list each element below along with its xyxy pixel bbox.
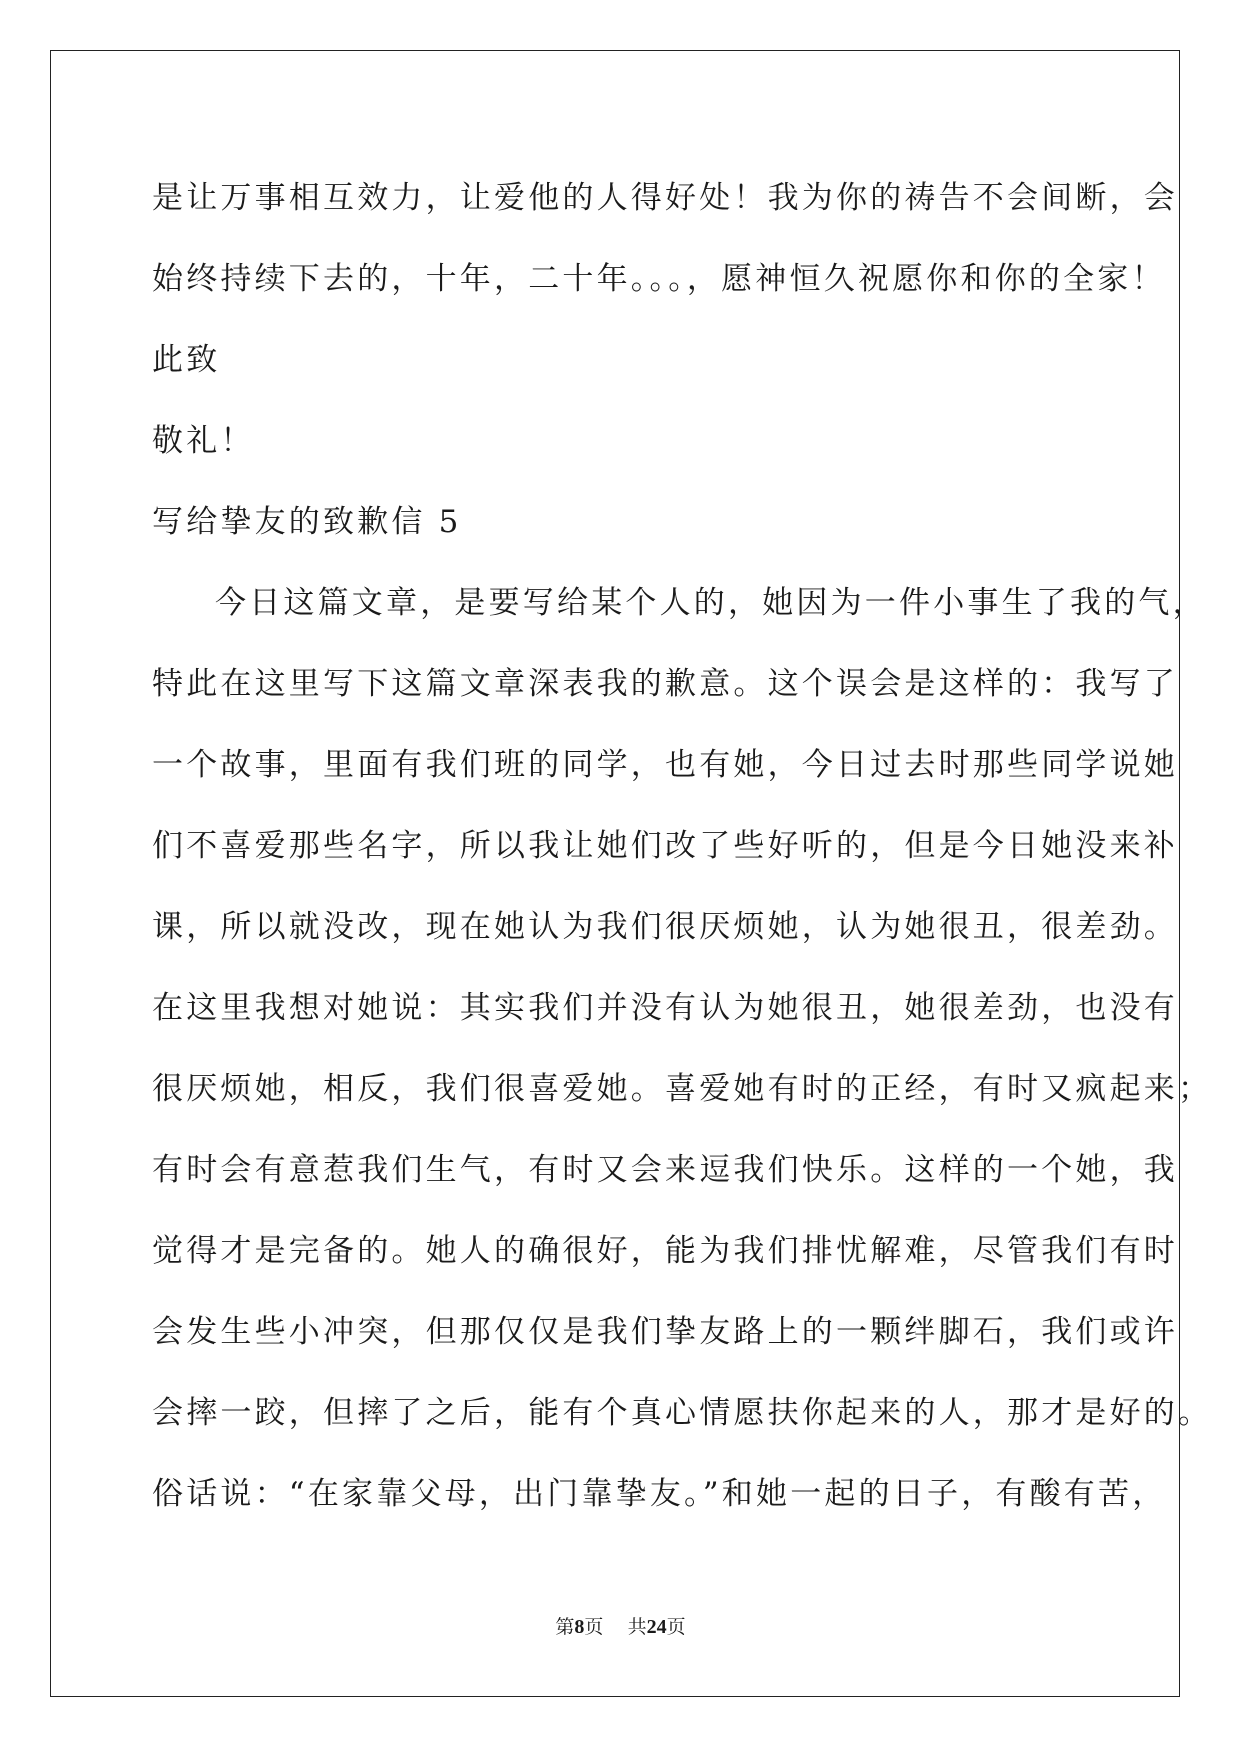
- body-line: 会摔一跤，但摔了之后，能有个真心情愿扶你起来的人，那才是好的。: [152, 1395, 1213, 1431]
- footer-prefix: 第: [555, 1616, 575, 1638]
- body-line: 俗话说：“在家靠父母，出门靠挚友。”和她一起的日子，有酸有苦，: [152, 1476, 1167, 1512]
- body-line: 是让万事相互效力，让爱他的人得好处！我为你的祷告不会间断，会: [152, 180, 1178, 216]
- section-heading: 写给挚友的致歉信 5: [152, 504, 462, 540]
- body-line: 有时会有意惹我们生气，有时又会来逗我们快乐。这样的一个她，我: [152, 1152, 1178, 1188]
- current-page-number: 8: [574, 1616, 585, 1638]
- body-line: 很厌烦她，相反，我们很喜爱她。喜爱她有时的正经，有时又疯起来；: [152, 1071, 1213, 1107]
- body-line: 觉得才是完备的。她人的确很好，能为我们排忧解难，尽管我们有时: [152, 1233, 1178, 1269]
- closing-regards: 敬礼！: [152, 423, 255, 459]
- closing-salutation: 此致: [152, 342, 221, 378]
- body-line: 课，所以就没改，现在她认为我们很厌烦她，认为她很丑，很差劲。: [152, 909, 1178, 945]
- letter-body: [152, 158, 1213, 1535]
- footer-total-suffix: 页: [666, 1616, 686, 1638]
- footer-page-suffix: 页: [584, 1616, 604, 1638]
- body-line: 特此在这里写下这篇文章深表我的歉意。这个误会是这样的：我写了: [152, 666, 1178, 702]
- footer-total-prefix: 共: [627, 1616, 647, 1638]
- paragraph-start-line: 今日这篇文章，是要写给某个人的，她因为一件小事生了我的气，: [215, 585, 1207, 621]
- body-line: 们不喜爱那些名字，所以我让她们改了些好听的，但是今日她没来补: [152, 828, 1178, 864]
- body-line: 在这里我想对她说：其实我们并没有认为她很丑，她很差劲，也没有: [152, 990, 1178, 1026]
- page-footer: [0, 1612, 1241, 1639]
- body-line: 会发生些小冲突，但那仅仅是我们挚友路上的一颗绊脚石，我们或许: [152, 1314, 1178, 1350]
- body-line: 始终持续下去的，十年，二十年。。。，愿神恒久祝愿你和你的全家！: [152, 261, 1166, 297]
- body-line: 一个故事，里面有我们班的同学，也有她，今日过去时那些同学说她: [152, 747, 1178, 783]
- total-page-count: 24: [646, 1616, 667, 1638]
